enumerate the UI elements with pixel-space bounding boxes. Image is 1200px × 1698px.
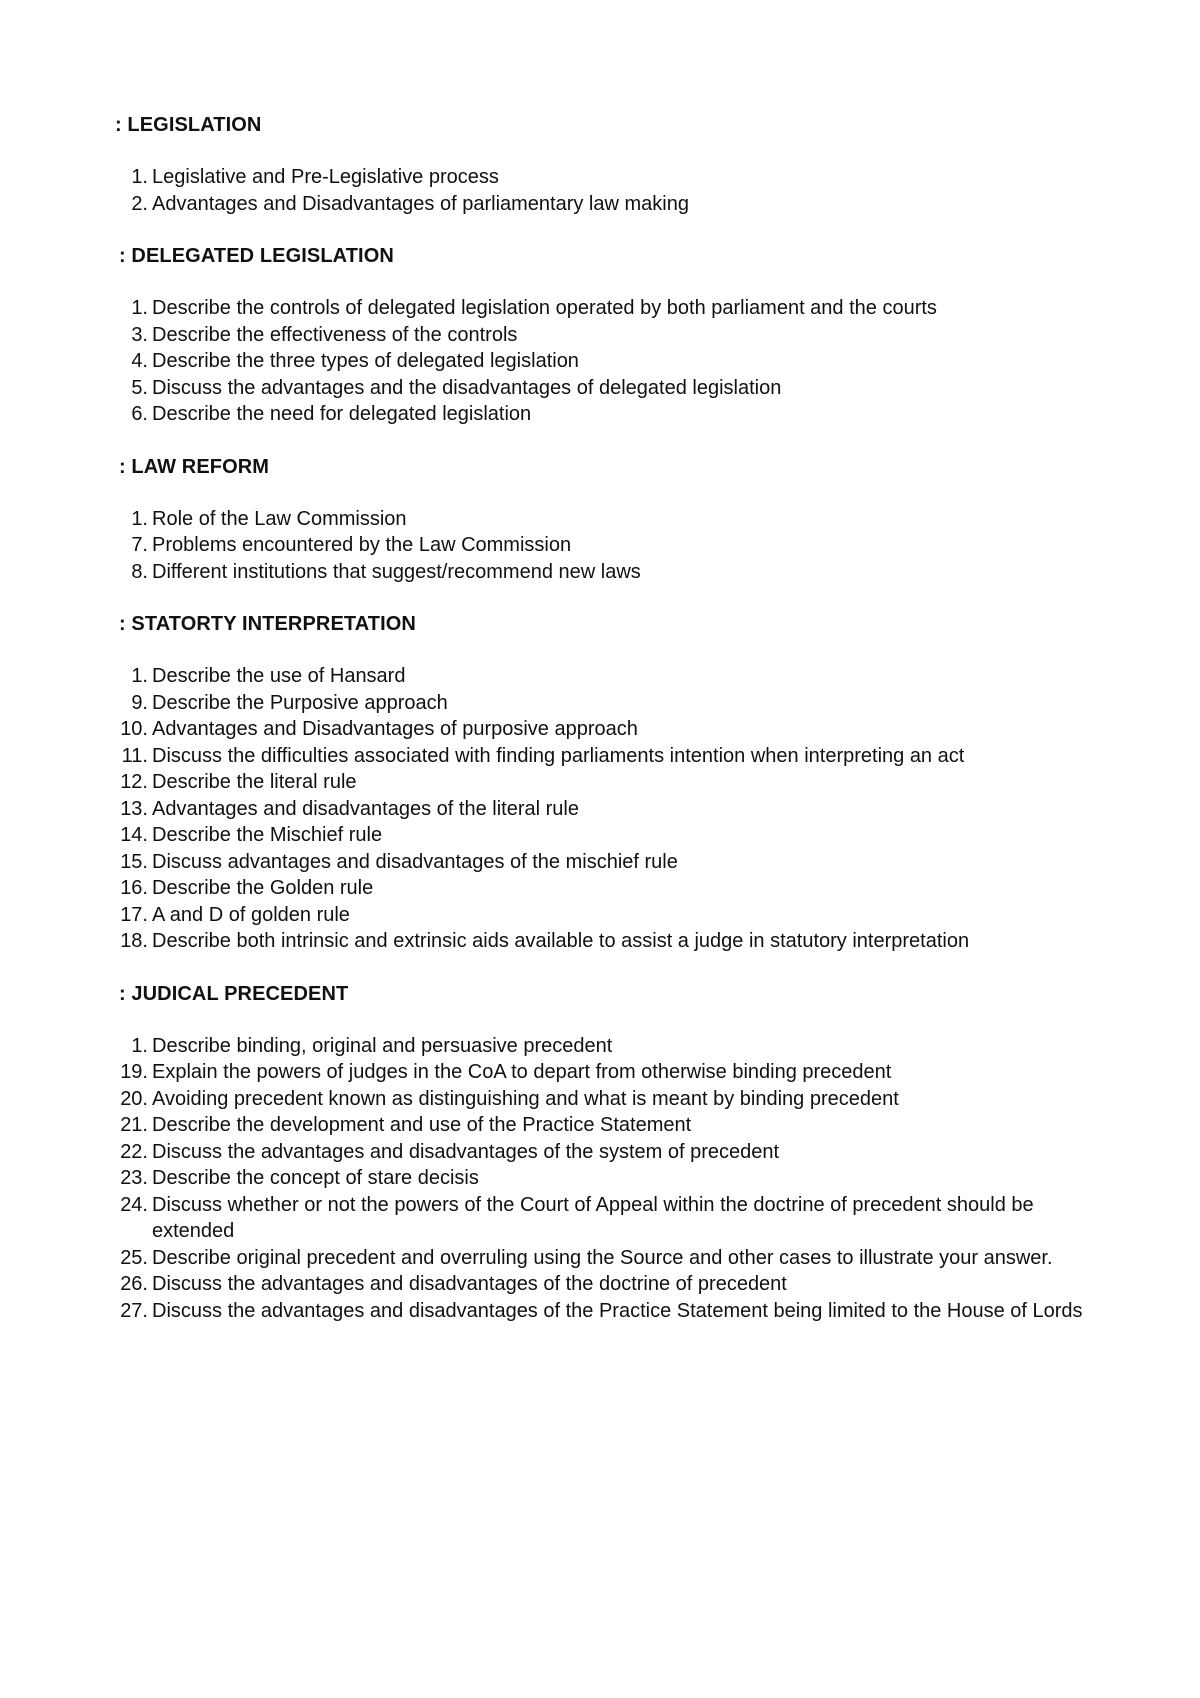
list-item <box>115 849 1115 876</box>
list-item <box>115 532 1115 559</box>
item-text: A and D of golden rule <box>152 903 350 926</box>
item-text: Discuss the advantages and disadvantages of the system of precedent <box>152 1140 780 1163</box>
section-heading: : LEGISLATION <box>115 114 262 136</box>
list-item <box>115 1086 1115 1113</box>
item-text: Describe the controls of delegated legislation operated by both parliament and the courts <box>152 297 937 319</box>
list-item <box>115 1112 1115 1139</box>
item-text: Discuss the difficulties associated with finding parliaments intention when interpreting an act <box>152 744 965 767</box>
item-text: Explain the powers of judges in the CoA to depart from otherwise binding precedent <box>152 1061 892 1083</box>
item-text: Different institutions that suggest/recommend new laws <box>152 560 641 583</box>
item-number: 21. <box>120 1114 148 1136</box>
list-item <box>115 875 1115 902</box>
item-text: Describe the need for delegated legislation <box>152 403 532 425</box>
item-number: 8. <box>131 560 148 583</box>
question-list <box>115 506 1115 586</box>
item-text: Discuss the advantages and disadvantages of the doctrine of precedent <box>152 1273 787 1295</box>
item-text: Describe the Golden rule <box>152 877 374 899</box>
list-item <box>115 322 1115 349</box>
item-number: 1. <box>131 507 148 530</box>
item-number: 1. <box>131 166 148 188</box>
item-text: Describe the use of Hansard <box>152 665 406 687</box>
item-number: 17. <box>120 903 148 926</box>
document-content <box>115 112 1115 1350</box>
list-item <box>115 769 1115 796</box>
item-text: Advantages and disadvantages of the literal rule <box>152 797 579 820</box>
list-item <box>115 928 1115 955</box>
item-number: 27. <box>120 1299 148 1322</box>
section-heading: : LAW REFORM <box>119 455 270 478</box>
item-text: Legislative and Pre-Legislative process <box>152 166 499 188</box>
list-item <box>115 663 1115 690</box>
section-delegated-legislation <box>115 243 1115 428</box>
item-number: 9. <box>131 691 148 714</box>
list-item <box>115 1139 1115 1166</box>
item-text: Describe the concept of stare decisis <box>152 1167 479 1189</box>
item-number: 12. <box>120 771 148 793</box>
item-number: 4. <box>131 350 148 372</box>
question-list <box>115 1033 1115 1325</box>
question-list <box>115 164 1115 217</box>
list-item <box>115 295 1115 322</box>
list-item <box>115 191 1115 218</box>
item-text: Discuss advantages and disadvantages of the mischief rule <box>152 850 678 873</box>
list-item <box>115 506 1115 533</box>
list-item <box>115 716 1115 743</box>
list-item <box>115 743 1115 770</box>
question-list <box>115 295 1115 428</box>
list-item <box>115 348 1115 375</box>
item-text: Advantages and Disadvantages of purposive approach <box>152 718 638 740</box>
item-number: 24. <box>120 1193 148 1216</box>
list-item <box>115 559 1115 586</box>
list-item <box>115 1271 1115 1298</box>
list-item <box>115 690 1115 717</box>
list-item <box>115 1033 1115 1060</box>
list-item <box>115 1059 1115 1086</box>
item-number: 3. <box>131 323 148 346</box>
section-law-reform <box>115 454 1115 586</box>
item-text: Problems encountered by the Law Commission <box>152 534 572 556</box>
item-text: Discuss whether or not the powers of the Court of Appeal within the doctrine of precedent should be extended <box>152 1193 1034 1242</box>
item-text: Describe original precedent and overruling using the Source and other cases to illustrate your answer. <box>152 1246 1053 1269</box>
item-number: 20. <box>120 1087 148 1110</box>
list-item <box>115 1192 1115 1245</box>
item-text: Discuss the advantages and the disadvantages of delegated legislation <box>152 376 782 399</box>
item-text: Describe the effectiveness of the controls <box>152 323 518 346</box>
item-number: 2. <box>131 192 148 215</box>
section-judicial-precedent <box>115 981 1115 1325</box>
item-text: Describe the Mischief rule <box>152 824 383 846</box>
item-number: 15. <box>120 850 148 873</box>
item-text: Describe the three types of delegated legislation <box>152 350 579 372</box>
item-text: Describe binding, original and persuasive precedent <box>152 1034 613 1057</box>
item-number: 7. <box>131 534 148 556</box>
item-text: Role of the Law Commission <box>152 507 407 530</box>
item-text: Discuss the advantages and disadvantages of the Practice Statement being limited to the House of Lords <box>152 1299 1083 1322</box>
item-number: 16. <box>120 877 148 899</box>
section-heading: : DELEGATED LEGISLATION <box>119 245 394 267</box>
list-item <box>115 1298 1115 1325</box>
item-number: 13. <box>120 797 148 820</box>
list-item <box>115 796 1115 823</box>
section-heading: : JUDICAL PRECEDENT <box>119 982 349 1005</box>
list-item <box>115 375 1115 402</box>
item-number: 19. <box>120 1061 148 1083</box>
item-text: Describe the development and use of the Practice Statement <box>152 1114 692 1136</box>
list-item <box>115 902 1115 929</box>
item-number: 6. <box>131 403 148 425</box>
item-number: 1. <box>131 665 148 687</box>
item-number: 5. <box>131 376 148 399</box>
section-statutory-interpretation <box>115 611 1115 955</box>
list-item <box>115 1245 1115 1272</box>
item-number: 25. <box>120 1246 148 1269</box>
item-number: 10. <box>120 718 148 740</box>
item-text: Advantages and Disadvantages of parliamentary law making <box>152 192 689 215</box>
section-legislation <box>115 112 1115 217</box>
item-number: 18. <box>120 930 148 952</box>
item-text: Describe the literal rule <box>152 771 357 793</box>
item-number: 11. <box>121 744 148 767</box>
item-number: 22. <box>120 1140 148 1163</box>
section-heading: : STATORTY INTERPRETATION <box>119 613 416 635</box>
list-item <box>115 822 1115 849</box>
question-list <box>115 663 1115 955</box>
list-item <box>115 401 1115 428</box>
item-number: 26. <box>120 1273 148 1295</box>
item-number: 1. <box>131 1034 148 1057</box>
item-text: Describe both intrinsic and extrinsic aids available to assist a judge in statutory interpretation <box>152 930 970 952</box>
item-number: 23. <box>120 1167 148 1189</box>
item-number: 1. <box>131 297 148 319</box>
list-item <box>115 1165 1115 1192</box>
item-text: Describe the Purposive approach <box>152 691 448 714</box>
item-text: Avoiding precedent known as distinguishing and what is meant by binding precedent <box>152 1087 899 1110</box>
item-number: 14. <box>120 824 148 846</box>
list-item <box>115 164 1115 191</box>
